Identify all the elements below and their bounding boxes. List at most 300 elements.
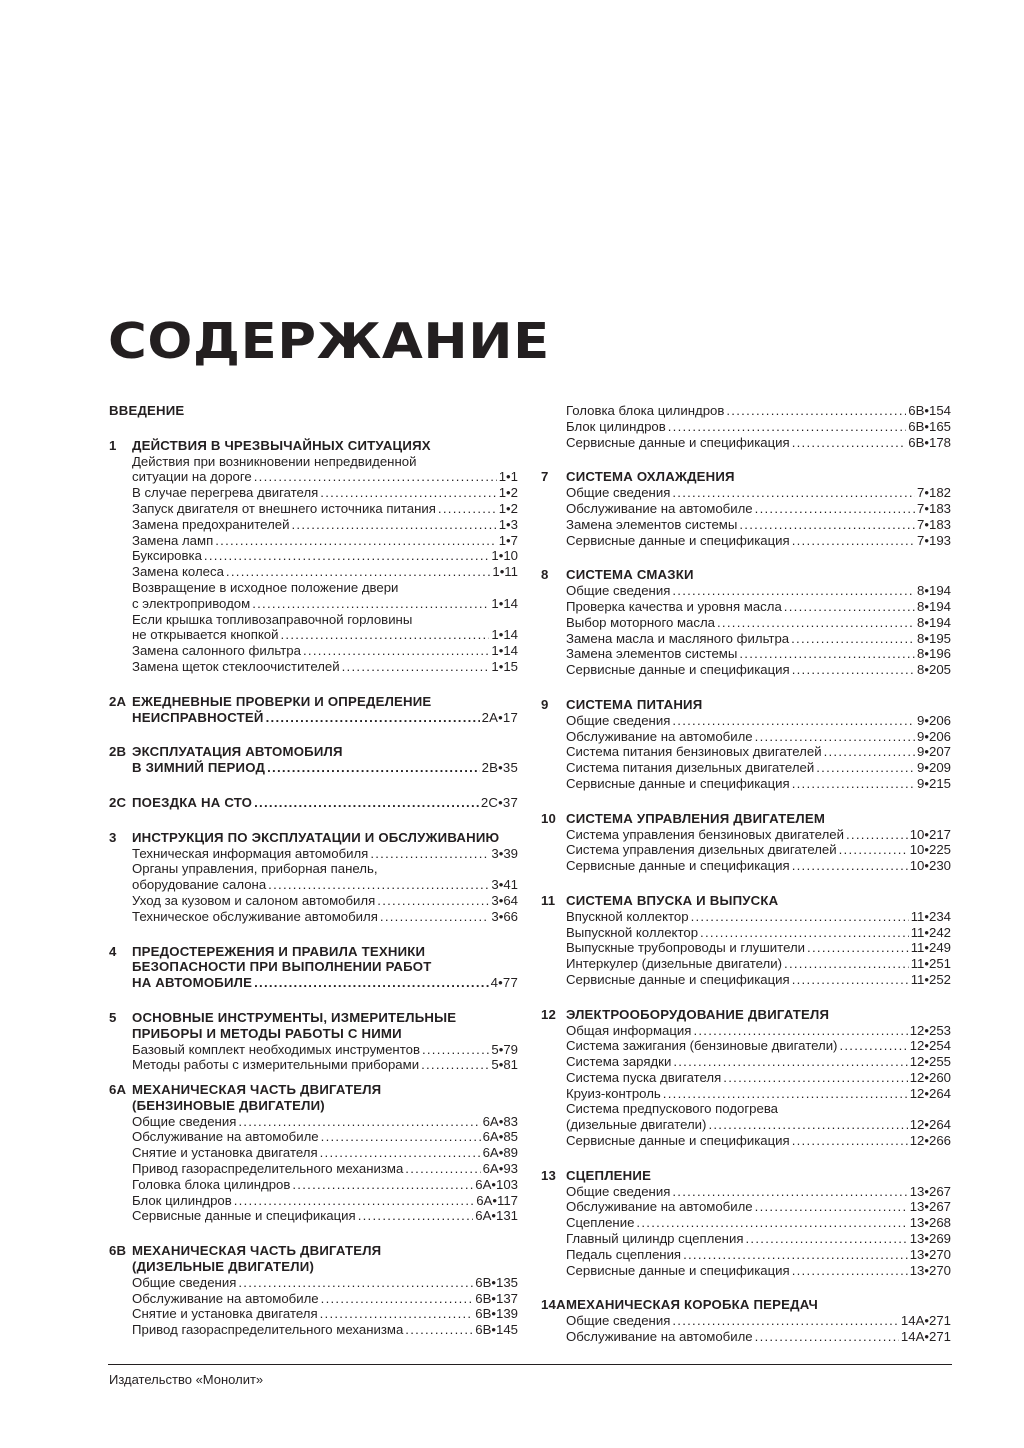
toc-entry-text: Круиз-контроль: [566, 1085, 661, 1101]
section-title: НЕИСПРАВНОСТЕЙ: [132, 709, 264, 725]
section-title: СИСТЕМА СМАЗКИ: [566, 567, 694, 583]
toc-entry[interactable]: [541, 1086, 951, 1102]
page-ref: 1•11: [492, 564, 518, 580]
section-title: СИСТЕМА ПИТАНИЯ: [566, 696, 703, 712]
page-ref: 12•254: [909, 1038, 951, 1054]
toc-entry-text: Замена колеса: [132, 564, 224, 580]
toc-entry[interactable]: [109, 1114, 518, 1130]
toc-entry[interactable]: [541, 925, 951, 941]
toc-entry[interactable]: [109, 1177, 518, 1193]
toc-entry[interactable]: [541, 827, 951, 843]
leader-dots: [693, 1023, 907, 1039]
page-ref: 6A•85: [482, 1129, 518, 1145]
leader-dots: [291, 517, 496, 533]
leader-dots: [745, 1231, 907, 1247]
leader-dots: [784, 599, 915, 615]
toc-entry-text: Запуск двигателя от внешнего источника питания: [132, 500, 436, 516]
toc-entry-text: Сервисные данные и спецификация: [566, 1133, 790, 1149]
toc-entry-text: Головка блока цилиндров: [132, 1176, 291, 1192]
toc-entry-text: Общие сведения: [132, 1113, 237, 1129]
toc-entry[interactable]: [541, 744, 951, 760]
toc-entry[interactable]: [541, 1054, 951, 1070]
toc-entry-text: не открывается кнопкой: [132, 627, 279, 643]
toc-entry[interactable]: [541, 729, 951, 745]
page-ref: 1•14: [491, 627, 518, 643]
leader-dots: [370, 846, 489, 862]
page-ref: 11•251: [910, 956, 951, 972]
section-number: 5: [109, 1009, 117, 1025]
toc-entry-text: Методы работы с измерительными приборами: [132, 1057, 420, 1073]
toc-section-heading[interactable]: [541, 811, 951, 827]
toc-left-column: [109, 403, 518, 1338]
toc-entry[interactable]: [109, 1208, 518, 1224]
toc-entry-text: Замена салонного фильтра: [132, 643, 301, 659]
publisher-footer: Издательство «Монолит»: [109, 1372, 264, 1387]
toc-entry-text: Замена элементов системы: [566, 646, 738, 662]
toc-entry[interactable]: [541, 956, 951, 972]
leader-dots: [663, 1086, 908, 1102]
toc-entry-text: Обслуживание на автомобиле: [566, 500, 753, 516]
toc-entry: [541, 1101, 951, 1117]
toc-entry[interactable]: [541, 501, 951, 517]
toc-entry[interactable]: [541, 1038, 951, 1054]
leader-dots: [226, 564, 490, 580]
toc-entry-text: Действия при возникновении непредвиденной: [132, 453, 417, 469]
toc-entry-text: Сервисные данные и спецификация: [566, 662, 790, 678]
toc-entry-text: Замена элементов системы: [566, 516, 738, 532]
leader-dots: [405, 1161, 480, 1177]
toc-entry[interactable]: [541, 842, 951, 858]
section-title: СЦЕПЛЕНИЕ: [566, 1167, 652, 1183]
page-ref: 1•2: [498, 485, 518, 501]
toc-entry: [109, 861, 518, 877]
leader-dots: [755, 501, 915, 517]
page-ref: 1•15: [491, 658, 518, 674]
toc-section-heading[interactable]: [541, 697, 951, 713]
toc-entry: [109, 580, 518, 596]
toc-entry-text: В случае перегрева двигателя: [132, 485, 319, 501]
toc-entry[interactable]: [109, 1057, 518, 1073]
toc-entry-text: Обслуживание на автомобиле: [566, 1329, 753, 1345]
toc-entry[interactable]: [109, 1275, 518, 1291]
toc-entry-text: Головка блока цилиндров: [566, 403, 725, 418]
toc-section-heading: [109, 944, 518, 960]
section-title: ДЕЙСТВИЯ В ЧРЕЗВЫЧАЙНЫХ СИТУАЦИЯХ: [132, 437, 431, 453]
toc-entry[interactable]: [541, 403, 951, 419]
section-number: 11: [541, 892, 556, 908]
section-title: ПРЕДОСТЕРЕЖЕНИЯ И ПРАВИЛА ТЕХНИКИ: [132, 943, 426, 959]
section-title: ПОЕЗДКА НА СТО: [132, 794, 253, 810]
page-ref: 3•39: [491, 845, 518, 861]
page-ref: 9•209: [917, 760, 951, 776]
toc-section-heading[interactable]: [109, 438, 518, 454]
toc-entry[interactable]: [109, 627, 518, 643]
leader-dots: [320, 1306, 474, 1322]
leader-dots: [636, 1215, 907, 1231]
toc-section-heading: [109, 959, 518, 975]
page-ref: 14A•271: [900, 1329, 951, 1345]
toc-entry[interactable]: [541, 1070, 951, 1086]
toc-entry-text: Система управления бензиновых двигателей: [566, 826, 844, 842]
toc-entry[interactable]: [541, 1313, 951, 1329]
toc-entry[interactable]: [109, 469, 518, 485]
page-ref: 12•260: [909, 1069, 951, 1085]
section-title: ПРИБОРЫ И МЕТОДЫ РАБОТЫ С НИМИ: [132, 1025, 402, 1041]
page-ref: 5•81: [491, 1057, 518, 1073]
page-ref: 6B•165: [908, 418, 951, 434]
toc-section-heading[interactable]: [109, 975, 518, 991]
page-ref: 8•195: [917, 630, 951, 646]
page-ref: 13•270: [909, 1246, 951, 1262]
toc-entry-text: Обслуживание на автомобиле: [566, 1199, 753, 1215]
leader-dots: [377, 893, 489, 909]
toc-section-heading[interactable]: [541, 567, 951, 583]
toc-entry[interactable]: [541, 662, 951, 678]
toc-entry-text: Система предпускового подогрева: [566, 1101, 779, 1117]
page-ref: 6A•89: [482, 1145, 518, 1161]
page-ref: 14A•271: [900, 1313, 951, 1329]
toc-entry[interactable]: [541, 972, 951, 988]
leader-dots: [321, 1291, 474, 1307]
section-title: ЕЖЕДНЕВНЫЕ ПРОВЕРКИ И ОПРЕДЕЛЕНИЕ: [132, 693, 432, 709]
leader-dots: [380, 909, 489, 925]
section-number: 10: [541, 810, 557, 826]
leader-dots: [784, 956, 909, 972]
page-ref: 12•255: [909, 1054, 951, 1070]
page-ref: 6A•117: [476, 1192, 518, 1208]
toc-entry-text: Обслуживание на автомобиле: [132, 1290, 319, 1306]
toc-entry[interactable]: [109, 1306, 518, 1322]
toc-entry-text: Сцепление: [566, 1215, 635, 1231]
page-ref: 6B•135: [475, 1274, 518, 1290]
toc-section-heading: [109, 1010, 518, 1026]
toc-section-heading[interactable]: [541, 1168, 951, 1184]
leader-dots: [672, 713, 915, 729]
leader-dots: [672, 485, 915, 501]
page-ref: 13•267: [909, 1199, 951, 1215]
page-ref: 10•230: [909, 858, 951, 874]
page-ref: 8•205: [917, 662, 951, 678]
toc-right-column: [541, 403, 951, 1345]
toc-entry-text: Обслуживание на автомобиле: [566, 728, 753, 744]
toc-entry-text: Обслуживание на автомобиле: [132, 1129, 319, 1145]
page-ref: 12•264: [909, 1117, 951, 1133]
toc-entry-text: Сервисные данные и спецификация: [132, 1208, 356, 1224]
toc-entry[interactable]: [541, 631, 951, 647]
page-ref: 1•7: [498, 532, 518, 548]
page-ref: 7•183: [917, 500, 951, 516]
toc-entry-text: Общие сведения: [566, 1313, 671, 1329]
page-ref: 5•79: [491, 1041, 518, 1057]
toc-entry[interactable]: [541, 1133, 951, 1149]
toc-entry[interactable]: [541, 1231, 951, 1247]
leader-dots: [254, 795, 479, 811]
section-number: 9: [541, 696, 549, 712]
leader-dots: [405, 1322, 473, 1338]
toc-entry-text: Выбор моторного масла: [566, 614, 715, 630]
toc-section-heading[interactable]: [109, 710, 518, 726]
toc-entry-text: оборудование салона: [132, 877, 267, 893]
toc-entry[interactable]: [541, 517, 951, 533]
toc-entry-text: Возвращение в исходное положение двери: [132, 579, 399, 595]
toc-entry[interactable]: [541, 713, 951, 729]
leader-dots: [792, 533, 915, 549]
toc-entry-text: Техническое обслуживание автомобиля: [132, 908, 378, 924]
toc-section-heading[interactable]: [109, 1259, 518, 1275]
page-ref: 1•10: [491, 548, 518, 564]
page-ref: 10•217: [909, 826, 951, 842]
page-ref: 2A•17: [481, 709, 518, 725]
toc-entry[interactable]: [109, 501, 518, 517]
toc-entry-text: Сервисные данные и спецификация: [566, 775, 790, 791]
section-title: СИСТЕМА ВПУСКА И ВЫПУСКА: [566, 892, 779, 908]
leader-dots: [792, 435, 907, 451]
leader-dots: [816, 760, 915, 776]
page-ref: 8•194: [917, 583, 951, 599]
toc-entry-text: Блок цилиндров: [132, 1192, 232, 1208]
leader-dots: [792, 1263, 908, 1279]
page-ref: 9•215: [917, 775, 951, 791]
leader-dots: [726, 403, 906, 419]
leader-dots: [792, 776, 915, 792]
section-title: БЕЗОПАСНОСТИ ПРИ ВЫПОЛНЕНИИ РАБОТ: [132, 959, 432, 975]
toc-entry[interactable]: [109, 1129, 518, 1145]
toc-entry-text: Привод газораспределительного механизма: [132, 1161, 404, 1177]
page-ref: 7•182: [917, 485, 951, 501]
toc-entry[interactable]: [109, 909, 518, 925]
section-title: МЕХАНИЧЕСКАЯ КОРОБКА ПЕРЕДАЧ: [566, 1297, 818, 1313]
toc-entry-text: Система зажигания (бензиновые двигатели): [566, 1038, 838, 1054]
toc-entry[interactable]: [109, 846, 518, 862]
leader-dots: [807, 940, 909, 956]
section-title: (БЕНЗИНОВЫЕ ДВИГАТЕЛИ): [132, 1097, 325, 1113]
leader-dots: [739, 517, 915, 533]
toc-intro[interactable]: [109, 403, 518, 419]
leader-dots: [672, 1184, 907, 1200]
toc-entry[interactable]: [541, 1023, 951, 1039]
toc-entry-text: Система питания бензиновых двигателей: [566, 744, 822, 760]
toc-entry[interactable]: [541, 760, 951, 776]
page-ref: 12•264: [909, 1085, 951, 1101]
toc-entry-text: Выпускные трубопроводы и глушители: [566, 940, 806, 956]
toc-entry-text: Базовый комплект необходимых инструментов: [132, 1041, 420, 1057]
toc-entry-text: Система управления дизельных двигателей: [566, 842, 837, 858]
toc-section-heading: [109, 1082, 518, 1098]
leader-dots: [303, 643, 489, 659]
page-ref: 6A•103: [475, 1176, 518, 1192]
toc-entry[interactable]: [109, 596, 518, 612]
toc-entry-text: Сервисные данные и спецификация: [566, 1262, 790, 1278]
toc-entry[interactable]: [109, 643, 518, 659]
toc-entry-text: Замена масла и масляного фильтра: [566, 630, 790, 646]
page-ref: 13•269: [909, 1231, 951, 1247]
page-ref: 6A•93: [482, 1161, 518, 1177]
toc-entry-text: Система питания дизельных двигателей: [566, 760, 815, 776]
section-title: ЭКСПЛУАТАЦИЯ АВТОМОБИЛЯ: [132, 744, 343, 760]
toc-entry[interactable]: [541, 940, 951, 956]
leader-dots: [292, 1177, 473, 1193]
page-ref: 1•2: [498, 500, 518, 516]
leader-dots: [438, 501, 497, 517]
leader-dots: [673, 1054, 907, 1070]
toc-entry-text: Общие сведения: [566, 485, 671, 501]
leader-dots: [691, 909, 909, 925]
toc-entry[interactable]: [541, 419, 951, 435]
toc-entry[interactable]: [541, 533, 951, 549]
leader-dots: [342, 659, 490, 675]
page-ref: 13•270: [909, 1262, 951, 1278]
toc-entry-text: Сервисные данные и спецификация: [566, 434, 790, 450]
toc-entry[interactable]: [541, 776, 951, 792]
toc-entry[interactable]: [541, 1199, 951, 1215]
page-ref: 6B•137: [475, 1290, 518, 1306]
toc-entry[interactable]: [109, 564, 518, 580]
page-ref: 9•206: [917, 712, 951, 728]
section-title: МЕХАНИЧЕСКАЯ ЧАСТЬ ДВИГАТЕЛЯ: [132, 1243, 382, 1259]
section-title: (ДИЗЕЛЬНЫЕ ДВИГАТЕЛИ): [132, 1259, 315, 1275]
leader-dots: [792, 858, 908, 874]
footer-rule: [108, 1364, 952, 1365]
toc-entry[interactable]: [541, 858, 951, 874]
toc-entry[interactable]: [109, 517, 518, 533]
leader-dots: [792, 972, 909, 988]
toc-entry[interactable]: [109, 1145, 518, 1161]
leader-dots: [824, 744, 915, 760]
toc-entry[interactable]: [541, 1247, 951, 1263]
page-ref: 6B•145: [475, 1322, 518, 1338]
toc-entry[interactable]: [109, 1161, 518, 1177]
toc-entry-text: Общие сведения: [566, 1183, 671, 1199]
toc-entry[interactable]: [109, 659, 518, 675]
leader-dots: [792, 662, 915, 678]
toc-entry-text: Общие сведения: [566, 583, 671, 599]
page-ref: 11•242: [910, 924, 951, 940]
toc-entry: [109, 612, 518, 628]
section-number: 2A: [109, 693, 127, 709]
leader-dots: [668, 419, 907, 435]
page-ref: 8•194: [917, 598, 951, 614]
section-number: 2C: [109, 794, 127, 810]
toc-entry[interactable]: [109, 485, 518, 501]
page-ref: 6B•178: [908, 434, 951, 450]
section-number: 3: [109, 829, 117, 845]
leader-dots: [708, 1117, 907, 1133]
toc-entry[interactable]: [109, 1193, 518, 1209]
toc-section-heading[interactable]: [541, 1297, 951, 1313]
toc-section-heading[interactable]: [109, 795, 518, 811]
page-ref: 9•207: [917, 744, 951, 760]
toc-section-heading[interactable]: [109, 1026, 518, 1042]
toc-entry-text: Привод газораспределительного механизма: [132, 1322, 404, 1338]
section-title: ИНСТРУКЦИЯ ПО ЭКСПЛУАТАЦИИ И ОБСЛУЖИВАНИЮ: [132, 829, 500, 845]
toc-entry[interactable]: [541, 1215, 951, 1231]
toc-entry[interactable]: [541, 646, 951, 662]
toc-section-heading[interactable]: [109, 760, 518, 776]
toc-entry[interactable]: [541, 909, 951, 925]
toc-entry[interactable]: [541, 435, 951, 451]
toc-entry-text: Снятие и установка двигателя: [132, 1306, 318, 1322]
toc-entry-text: Выпускной коллектор: [566, 924, 699, 940]
toc-entry[interactable]: [109, 893, 518, 909]
toc-entry-text: Главный цилиндр сцепления: [566, 1231, 744, 1247]
section-number: 12: [541, 1006, 557, 1022]
page-ref: 6B•154: [908, 403, 951, 418]
toc-entry-text: Система пуска двигателя: [566, 1069, 722, 1085]
page-ref: 4•77: [490, 975, 518, 991]
toc-entry[interactable]: [541, 615, 951, 631]
toc-entry[interactable]: [109, 533, 518, 549]
page-ref: 2B•35: [481, 760, 518, 776]
leader-dots: [254, 469, 497, 485]
page-ref: 3•41: [491, 877, 518, 893]
leader-dots: [755, 1199, 908, 1215]
leader-dots: [717, 615, 915, 631]
toc-entry-text: ВВЕДЕНИЕ: [109, 403, 185, 418]
leader-dots: [839, 842, 908, 858]
toc-entry-text: Сервисные данные и спецификация: [566, 858, 790, 874]
toc-entry[interactable]: [109, 1291, 518, 1307]
leader-dots: [755, 1329, 899, 1345]
toc-entry: [109, 454, 518, 470]
leader-dots: [421, 1057, 489, 1073]
section-title: В ЗИМНИЙ ПЕРИОД: [132, 760, 266, 776]
page-ref: 9•206: [917, 728, 951, 744]
toc-entry-text: Система зарядки: [566, 1054, 672, 1070]
toc-entry[interactable]: [109, 548, 518, 564]
toc-entry[interactable]: [541, 1117, 951, 1133]
toc-entry[interactable]: [541, 599, 951, 615]
toc-section-heading[interactable]: [109, 1098, 518, 1114]
leader-dots: [252, 596, 489, 612]
leader-dots: [234, 1193, 474, 1209]
leader-dots: [204, 548, 489, 564]
page-ref: 12•253: [909, 1022, 951, 1038]
toc-entry-text: Замена ламп: [132, 532, 214, 548]
toc-entry[interactable]: [109, 877, 518, 893]
leader-dots: [700, 925, 909, 941]
toc-entry[interactable]: [541, 485, 951, 501]
page-ref: 10•225: [909, 842, 951, 858]
toc-section-heading[interactable]: [541, 893, 951, 909]
section-number: 6B: [109, 1243, 127, 1259]
toc-section-heading: [109, 1243, 518, 1259]
toc-entry[interactable]: [541, 1329, 951, 1345]
leader-dots: [683, 1247, 908, 1263]
toc-entry-text: ситуации на дороге: [132, 469, 252, 485]
toc-entry-text: Органы управления, приборная панель,: [132, 861, 378, 877]
page-ref: 3•66: [491, 908, 518, 924]
toc-entry-text: Уход за кузовом и салоном автомобиля: [132, 892, 376, 908]
leader-dots: [267, 760, 479, 776]
toc-entry[interactable]: [109, 1322, 518, 1338]
leader-dots: [755, 729, 915, 745]
toc-section-heading[interactable]: [541, 1007, 951, 1023]
toc-section-heading[interactable]: [109, 830, 518, 846]
leader-dots: [280, 627, 489, 643]
toc-entry[interactable]: [541, 1263, 951, 1279]
section-title: ОСНОВНЫЕ ИНСТРУМЕНТЫ, ИЗМЕРИТЕЛЬНЫЕ: [132, 1009, 457, 1025]
toc-entry[interactable]: [541, 583, 951, 599]
toc-section-heading[interactable]: [541, 469, 951, 485]
toc-entry-text: Педаль сцепления: [566, 1246, 682, 1262]
toc-entry[interactable]: [109, 1042, 518, 1058]
section-number: 4: [109, 943, 117, 959]
leader-dots: [215, 533, 496, 549]
page-ref: 1•1: [498, 469, 518, 485]
leader-dots: [422, 1042, 489, 1058]
toc-entry[interactable]: [541, 1184, 951, 1200]
toc-entry-text: Общие сведения: [132, 1274, 237, 1290]
